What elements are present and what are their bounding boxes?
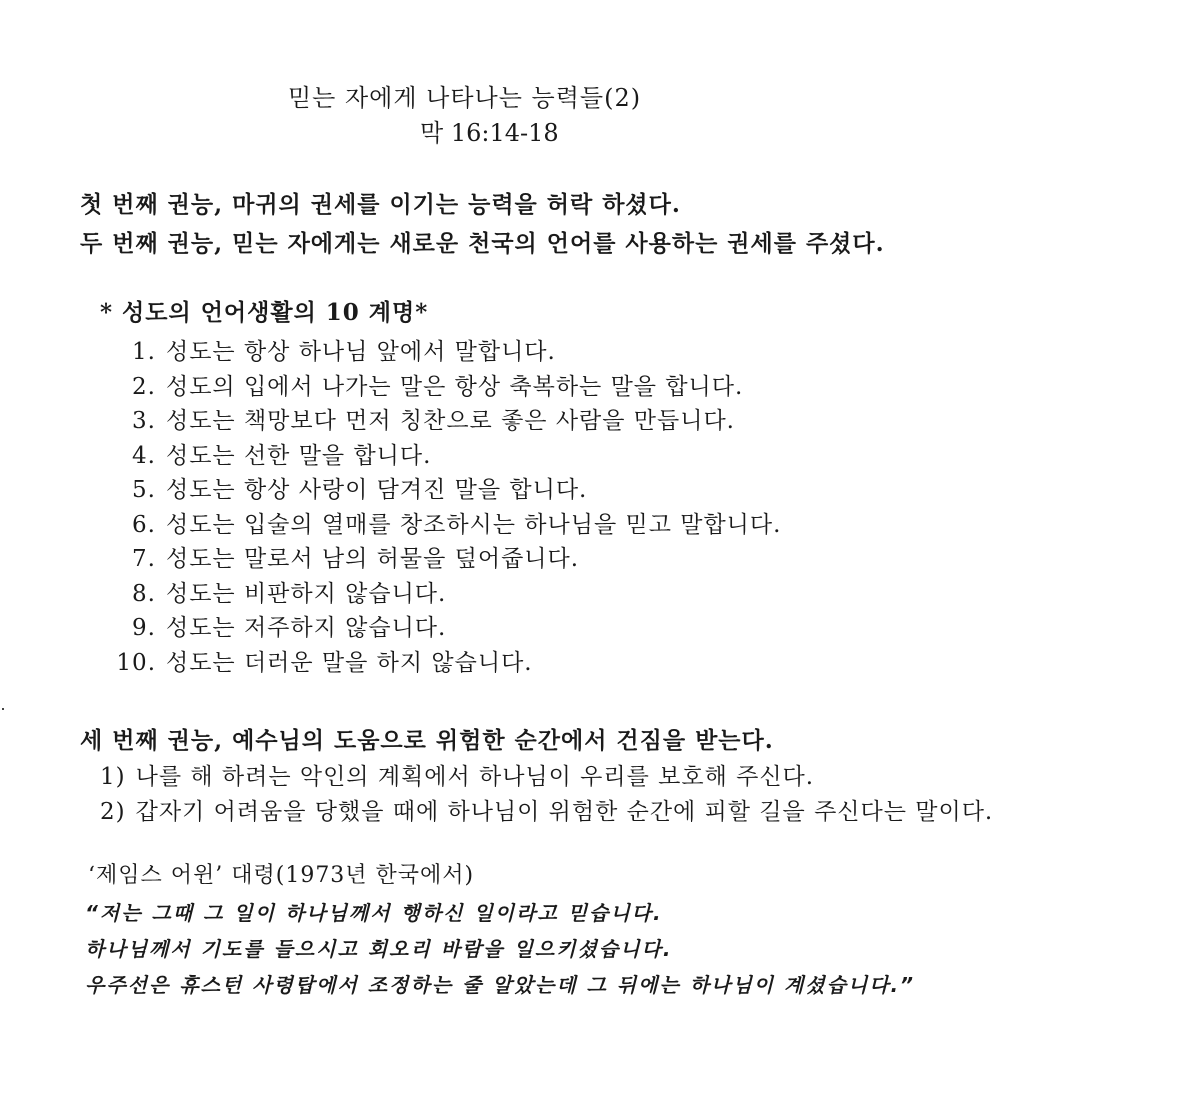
point-number: 1) bbox=[100, 764, 126, 790]
commandment-item-5 bbox=[100, 473, 781, 508]
scripture-reference: 막 16:14-18 bbox=[420, 119, 559, 147]
point-number: 2) bbox=[100, 799, 126, 825]
commandment-number: 6. bbox=[132, 511, 156, 538]
commandment-text: 성도는 책망보다 먼저 칭찬으로 좋은 사람을 만듭니다. bbox=[166, 408, 735, 434]
commandment-number: 7. bbox=[132, 546, 156, 572]
commandment-text: 성도의 입에서 나가는 말은 항상 축복하는 말을 합니다. bbox=[166, 373, 744, 400]
quote-line-2: 하나님께서 기도를 들으시고 회오리 바람을 일으키셨습니다. bbox=[85, 937, 673, 961]
third-power-heading: 세 번째 권능, 예수님의 도움으로 위험한 순간에서 건짐을 받는다. bbox=[80, 727, 774, 754]
commandment-item-10 bbox=[100, 646, 781, 681]
document-title: 믿는 자에게 나타나는 능력들(2) bbox=[288, 84, 642, 112]
third-power-point-2 bbox=[100, 795, 993, 830]
commandment-number: 1. bbox=[132, 339, 156, 365]
commandment-item-7 bbox=[100, 542, 781, 577]
second-power-heading: 두 번째 권능, 믿는 자에게는 새로운 천국의 언어를 사용하는 권세를 주셨다. bbox=[80, 230, 885, 257]
third-power-point-1 bbox=[100, 760, 993, 795]
commandment-text: 성도는 입술의 열매를 창조하시는 하나님을 믿고 말합니다. bbox=[166, 511, 782, 538]
first-power-heading: 첫 번째 권능, 마귀의 권세를 이기는 능력을 허락 하셨다. bbox=[80, 191, 681, 218]
commandment-text: 성도는 비판하지 않습니다. bbox=[166, 580, 447, 607]
commandment-text: 성도는 말로서 남의 허물을 덮어줍니다. bbox=[166, 546, 580, 572]
commandment-number: 2. bbox=[132, 373, 156, 400]
commandment-item-1 bbox=[100, 335, 781, 370]
commandment-text: 성도는 선한 말을 합니다. bbox=[166, 442, 432, 469]
commandment-text: 성도는 저주하지 않습니다. bbox=[166, 615, 447, 641]
commandment-item-2 bbox=[100, 370, 781, 405]
commandment-text: 성도는 더러운 말을 하지 않습니다. bbox=[166, 649, 533, 676]
scan-speck bbox=[2, 708, 4, 710]
commandment-text: 성도는 항상 하나님 앞에서 말합니다. bbox=[166, 339, 556, 365]
commandment-number: 9. bbox=[132, 615, 156, 641]
commandment-item-8 bbox=[100, 577, 781, 612]
point-text: 나를 해 하려는 악인의 계획에서 하나님이 우리를 보호해 주신다. bbox=[135, 764, 815, 790]
commandment-item-4 bbox=[100, 439, 781, 474]
commandments-list bbox=[100, 298, 781, 680]
commandment-item-6 bbox=[100, 508, 781, 543]
commandment-number: 8. bbox=[132, 580, 156, 607]
commandment-number: 3. bbox=[132, 408, 156, 434]
quote-block bbox=[85, 895, 915, 1003]
quote-attribution: ‘제임스 어윈’ 대령(1973년 한국에서) bbox=[88, 863, 475, 888]
commandment-number: 5. bbox=[132, 477, 156, 503]
commandment-item-3 bbox=[100, 404, 781, 439]
commandment-number: 4. bbox=[132, 442, 156, 469]
commandments-title: * 성도의 언어생활의 10 계명* bbox=[100, 299, 429, 326]
third-power-points bbox=[100, 760, 993, 830]
commandment-number: 10. bbox=[116, 649, 156, 676]
commandment-text: 성도는 항상 사랑이 담겨진 말을 합니다. bbox=[166, 477, 588, 503]
quote-line-1: “저는 그때 그 일이 하나님께서 행하신 일이라고 믿습니다. bbox=[85, 901, 663, 925]
quote-line-3: 우주선은 휴스턴 사령탑에서 조정하는 줄 알았는데 그 뒤에는 하나님이 계셨습니다.” bbox=[85, 973, 916, 997]
point-text: 갑자기 어려움을 당했을 때에 하나님이 위험한 순간에 피할 길을 주신다는 말이다. bbox=[135, 799, 994, 825]
commandment-item-9 bbox=[100, 611, 781, 646]
